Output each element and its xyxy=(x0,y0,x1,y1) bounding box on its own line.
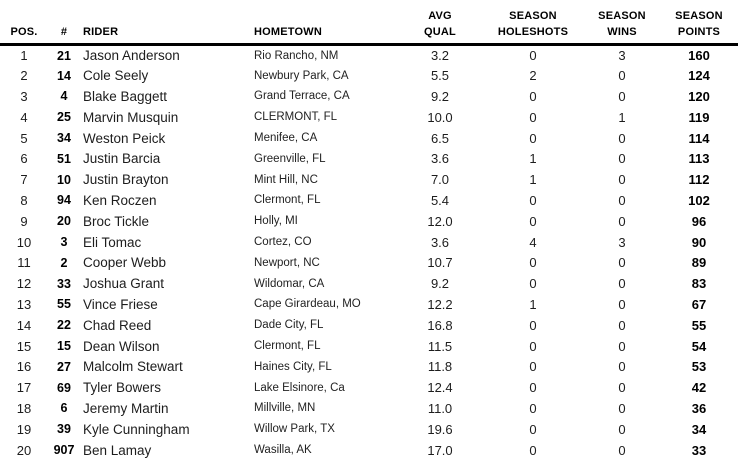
rider-name-cell: Dean Wilson xyxy=(83,338,160,354)
avg-qual-cell: 19.6 xyxy=(427,421,453,437)
table-row xyxy=(0,45,738,66)
table-row xyxy=(0,356,738,377)
season-wins-cell: 3 xyxy=(618,48,626,64)
avg-qual-cell: 11.8 xyxy=(427,359,453,375)
season-holeshots-cell: 1 xyxy=(529,151,537,167)
season-holeshots-cell: 0 xyxy=(529,442,537,458)
season-points-cell: 42 xyxy=(691,380,707,396)
hometown-cell: Willow Park, TX xyxy=(254,423,335,436)
header-rider-line2: RIDER xyxy=(83,26,119,38)
season-holeshots-cell: 0 xyxy=(529,48,537,64)
rider-name-cell: Vince Friese xyxy=(83,296,158,312)
season-points-cell: 102 xyxy=(688,192,710,208)
table-row xyxy=(0,419,738,440)
rider-number-cell: 6 xyxy=(60,401,68,416)
header-season-holeshots xyxy=(482,0,584,45)
rider-number-cell: 22 xyxy=(57,318,71,333)
season-holeshots-cell: 1 xyxy=(529,172,537,188)
avg-qual-cell: 5.4 xyxy=(430,192,450,208)
season-holeshots-cell: 0 xyxy=(529,213,537,229)
season-holeshots-cell: 0 xyxy=(529,276,537,292)
position-cell: 8 xyxy=(20,192,28,208)
rider-name-cell: Chad Reed xyxy=(83,317,152,333)
season-wins-cell: 0 xyxy=(618,296,626,312)
header-pos xyxy=(0,0,48,45)
table-row xyxy=(0,128,738,149)
position-cell: 5 xyxy=(20,130,28,146)
position-cell: 13 xyxy=(16,296,32,312)
position-cell: 17 xyxy=(16,380,32,396)
season-holeshots-cell: 2 xyxy=(529,68,537,84)
rider-name-cell: Cooper Webb xyxy=(83,255,167,271)
season-points-cell: 89 xyxy=(691,255,707,271)
avg-qual-cell: 12.2 xyxy=(427,296,453,312)
rider-number-cell: 55 xyxy=(57,297,71,312)
header-avg-qual-line1: AVG xyxy=(428,10,452,22)
avg-qual-cell: 10.7 xyxy=(427,255,453,271)
season-points-cell: 124 xyxy=(688,68,710,84)
header-avg-qual-line2: QUAL xyxy=(424,26,456,38)
rider-number-cell: 21 xyxy=(57,48,71,63)
season-wins-cell: 0 xyxy=(618,276,626,292)
avg-qual-cell: 3.6 xyxy=(430,234,450,250)
header-row xyxy=(0,0,738,45)
rider-number-cell: 34 xyxy=(57,131,71,146)
season-points-cell: 55 xyxy=(691,317,707,333)
rider-number-cell: 94 xyxy=(57,193,71,208)
position-cell: 10 xyxy=(16,234,32,250)
header-number-line2: # xyxy=(60,26,68,38)
header-season-wins-line1: SEASON xyxy=(598,10,646,22)
rider-number-cell: 907 xyxy=(53,443,75,458)
avg-qual-cell: 17.0 xyxy=(427,442,453,458)
avg-qual-cell: 9.2 xyxy=(430,88,450,104)
avg-qual-cell: 6.5 xyxy=(430,130,450,146)
season-holeshots-cell: 0 xyxy=(529,400,537,416)
season-points-cell: 113 xyxy=(688,151,710,167)
header-pos-line2: POS. xyxy=(10,26,38,38)
header-season-points xyxy=(660,0,738,45)
table-row xyxy=(0,294,738,315)
rider-name-cell: Tyler Bowers xyxy=(83,380,162,396)
hometown-cell: Clermont, FL xyxy=(254,194,321,207)
hometown-cell: Haines City, FL xyxy=(254,360,332,373)
rider-number-cell: 33 xyxy=(57,276,71,291)
season-points-cell: 90 xyxy=(691,234,707,250)
season-holeshots-cell: 4 xyxy=(529,234,537,250)
season-points-cell: 112 xyxy=(688,172,710,188)
avg-qual-cell: 3.2 xyxy=(430,48,450,64)
position-cell: 11 xyxy=(17,255,31,271)
season-points-cell: 54 xyxy=(691,338,707,354)
rider-name-cell: Weston Peick xyxy=(83,130,166,146)
avg-qual-cell: 9.2 xyxy=(430,276,450,292)
hometown-cell: Rio Rancho, NM xyxy=(254,49,339,62)
season-holeshots-cell: 0 xyxy=(529,317,537,333)
rider-name-cell: Malcolm Stewart xyxy=(83,359,183,375)
hometown-cell: Dade City, FL xyxy=(254,319,324,332)
rider-name-cell: Kyle Cunningham xyxy=(83,421,190,437)
hometown-cell: Menifee, CA xyxy=(254,132,318,145)
season-holeshots-cell: 1 xyxy=(529,296,537,312)
position-cell: 1 xyxy=(20,48,28,64)
avg-qual-cell: 12.4 xyxy=(427,380,453,396)
table-row xyxy=(0,107,738,128)
season-points-cell: 114 xyxy=(688,130,710,146)
header-season-holeshots-line2: HOLESHOTS xyxy=(497,26,569,38)
rider-number-cell: 2 xyxy=(60,255,68,270)
rider-name-cell: Broc Tickle xyxy=(83,213,150,229)
header-season-points-line2: POINTS xyxy=(677,26,721,38)
rider-number-cell: 27 xyxy=(57,359,71,374)
position-cell: 3 xyxy=(20,88,28,104)
hometown-cell: Lake Elsinore, Ca xyxy=(254,381,345,394)
table-row xyxy=(0,169,738,190)
season-wins-cell: 0 xyxy=(618,255,626,271)
rider-name-cell: Joshua Grant xyxy=(83,276,165,292)
table-row xyxy=(0,190,738,211)
season-holeshots-cell: 0 xyxy=(529,88,537,104)
hometown-cell: Greenville, FL xyxy=(254,152,326,165)
header-season-wins-line2: WINS xyxy=(607,26,637,38)
rider-name-cell: Justin Barcia xyxy=(83,151,161,167)
season-holeshots-cell: 0 xyxy=(529,380,537,396)
season-wins-cell: 0 xyxy=(618,192,626,208)
position-cell: 4 xyxy=(20,109,28,125)
position-cell: 20 xyxy=(16,442,32,458)
header-number xyxy=(48,0,80,45)
rider-name-cell: Jason Anderson xyxy=(83,48,180,64)
rider-name-cell: Justin Brayton xyxy=(83,172,169,188)
season-wins-cell: 0 xyxy=(618,338,626,354)
hometown-cell: Newbury Park, CA xyxy=(254,69,349,82)
table-row xyxy=(0,252,738,273)
season-wins-cell: 0 xyxy=(618,400,626,416)
season-points-cell: 96 xyxy=(691,213,707,229)
table-row xyxy=(0,86,738,107)
rider-number-cell: 10 xyxy=(57,172,71,187)
season-wins-cell: 0 xyxy=(618,88,626,104)
season-points-cell: 33 xyxy=(691,442,707,458)
rider-number-cell: 15 xyxy=(57,339,71,354)
hometown-cell: Mint Hill, NC xyxy=(254,173,318,186)
season-points-cell: 120 xyxy=(688,88,710,104)
season-holeshots-cell: 0 xyxy=(529,109,537,125)
table-row xyxy=(0,315,738,336)
hometown-cell: Wasilla, AK xyxy=(254,444,312,457)
season-wins-cell: 0 xyxy=(618,130,626,146)
season-wins-cell: 0 xyxy=(618,213,626,229)
season-holeshots-cell: 0 xyxy=(529,255,537,271)
rider-number-cell: 51 xyxy=(57,151,71,166)
hometown-cell: CLERMONT, FL xyxy=(254,111,338,124)
position-cell: 15 xyxy=(16,338,32,354)
position-cell: 18 xyxy=(16,400,32,416)
position-cell: 19 xyxy=(16,421,32,437)
header-hometown-line2: HOMETOWN xyxy=(254,26,323,38)
rider-number-cell: 39 xyxy=(57,422,71,437)
season-wins-cell: 0 xyxy=(618,442,626,458)
avg-qual-cell: 5.5 xyxy=(430,68,450,84)
table-row xyxy=(0,273,738,294)
rider-number-cell: 3 xyxy=(60,235,68,250)
header-avg-qual xyxy=(398,0,482,45)
rider-name-cell: Ken Roczen xyxy=(83,192,157,208)
season-holeshots-cell: 0 xyxy=(529,338,537,354)
rider-number-cell: 25 xyxy=(57,110,71,125)
table-row xyxy=(0,440,738,461)
position-cell: 16 xyxy=(16,359,32,375)
table-row xyxy=(0,232,738,253)
hometown-cell: Cortez, CO xyxy=(254,236,312,249)
season-points-cell: 36 xyxy=(691,400,707,416)
position-cell: 14 xyxy=(16,317,32,333)
hometown-cell: Holly, MI xyxy=(254,215,298,228)
rider-name-cell: Blake Baggett xyxy=(83,88,168,104)
rider-name-cell: Jeremy Martin xyxy=(83,400,169,416)
hometown-cell: Wildomar, CA xyxy=(254,277,325,290)
standings-header xyxy=(0,0,738,45)
avg-qual-cell: 10.0 xyxy=(427,109,453,125)
season-wins-cell: 0 xyxy=(618,317,626,333)
season-holeshots-cell: 0 xyxy=(529,359,537,375)
avg-qual-cell: 7.0 xyxy=(430,172,450,188)
position-cell: 7 xyxy=(20,172,28,188)
rider-number-cell: 14 xyxy=(57,68,71,83)
season-holeshots-cell: 0 xyxy=(529,421,537,437)
table-row xyxy=(0,211,738,232)
avg-qual-cell: 11.5 xyxy=(427,338,453,354)
season-wins-cell: 0 xyxy=(618,68,626,84)
hometown-cell: Newport, NC xyxy=(254,256,320,269)
season-points-cell: 160 xyxy=(688,48,710,64)
season-points-cell: 67 xyxy=(691,296,707,312)
season-wins-cell: 0 xyxy=(618,151,626,167)
standings-body xyxy=(0,45,738,461)
avg-qual-cell: 11.0 xyxy=(427,400,453,416)
position-cell: 9 xyxy=(20,213,28,229)
season-holeshots-cell: 0 xyxy=(529,192,537,208)
hometown-cell: Clermont, FL xyxy=(254,340,321,353)
hometown-cell: Grand Terrace, CA xyxy=(254,90,350,103)
header-season-points-line1: SEASON xyxy=(675,10,723,22)
avg-qual-cell: 16.8 xyxy=(427,317,453,333)
header-rider xyxy=(80,0,250,45)
season-wins-cell: 0 xyxy=(618,380,626,396)
season-points-cell: 83 xyxy=(691,276,707,292)
position-cell: 6 xyxy=(20,151,28,167)
header-season-holeshots-line1: SEASON xyxy=(509,10,557,22)
season-points-cell: 119 xyxy=(688,109,710,125)
table-row xyxy=(0,336,738,357)
rider-name-cell: Ben Lamay xyxy=(83,442,152,458)
rider-number-cell: 69 xyxy=(57,380,71,395)
season-wins-cell: 0 xyxy=(618,172,626,188)
season-wins-cell: 1 xyxy=(618,109,626,125)
avg-qual-cell: 12.0 xyxy=(427,213,453,229)
season-wins-cell: 0 xyxy=(618,359,626,375)
hometown-cell: Millville, MN xyxy=(254,402,316,415)
position-cell: 12 xyxy=(16,276,32,292)
season-points-cell: 53 xyxy=(691,359,707,375)
table-row xyxy=(0,377,738,398)
season-wins-cell: 3 xyxy=(618,234,626,250)
rider-name-cell: Eli Tomac xyxy=(83,234,142,250)
table-row xyxy=(0,398,738,419)
hometown-cell: Cape Girardeau, MO xyxy=(254,298,361,311)
table-row xyxy=(0,148,738,169)
avg-qual-cell: 3.6 xyxy=(430,151,450,167)
rider-number-cell: 4 xyxy=(60,89,68,104)
season-points-cell: 34 xyxy=(691,421,707,437)
rider-number-cell: 20 xyxy=(57,214,71,229)
header-season-wins xyxy=(584,0,660,45)
rider-name-cell: Marvin Musquin xyxy=(83,109,179,125)
rider-name-cell: Cole Seely xyxy=(83,68,149,84)
position-cell: 2 xyxy=(20,68,28,84)
table-row xyxy=(0,65,738,86)
header-hometown xyxy=(250,0,398,45)
season-wins-cell: 0 xyxy=(618,421,626,437)
season-holeshots-cell: 0 xyxy=(529,130,537,146)
